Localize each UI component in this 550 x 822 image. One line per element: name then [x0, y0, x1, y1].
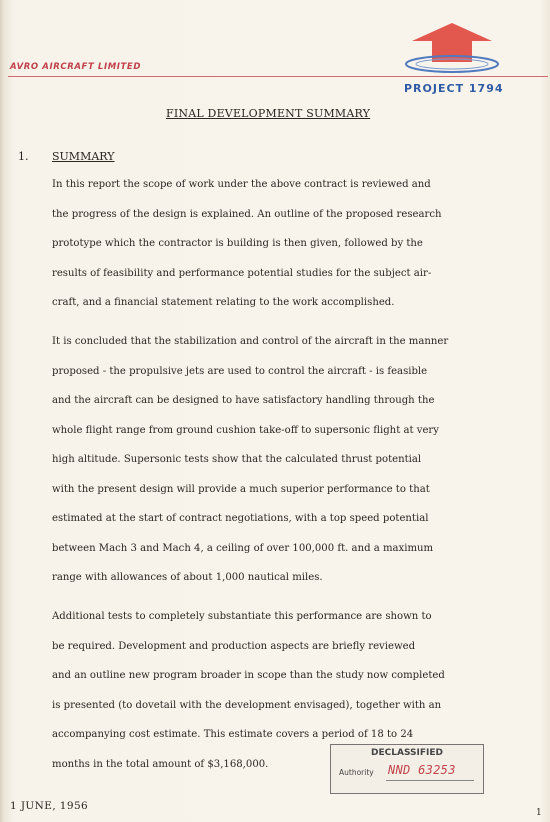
project-label: PROJECT 1794: [404, 82, 504, 95]
text-line: with the present design will provide a much superior performance to that: [52, 483, 430, 495]
page-title: FINAL DEVELOPMENT SUMMARY: [166, 107, 371, 120]
page-number: 1: [536, 808, 542, 818]
text-line: be required. Development and production aspects are briefly reviewed: [52, 640, 416, 652]
document-date: 1 JUNE, 1956: [10, 800, 89, 812]
text-line: months in the total amount of $3,168,000.: [52, 758, 269, 770]
text-line: is presented (to dovetail with the development envisaged), together with an: [52, 699, 442, 711]
stamp-authority-label: Authority: [339, 768, 374, 777]
company-name: AVRO AIRCRAFT LIMITED: [10, 62, 141, 72]
declassified-stamp: [330, 744, 484, 794]
text-line: between Mach 3 and Mach 4, a ceiling of over 100,000 ft. and a maximum: [52, 542, 434, 554]
avro-arrow-logo: [402, 20, 502, 80]
text-line: In this report the scope of work under the above contract is reviewed and: [52, 179, 431, 190]
stamp-signature-line: [386, 780, 474, 781]
section-number: 1.: [18, 150, 29, 163]
stamp-authority-value: NND 63253: [388, 763, 456, 777]
text-line: Additional tests to completely substantiate this performance are shown to: [52, 611, 432, 622]
text-line: It is concluded that the stabilization and control of the aircraft in the manner: [52, 336, 449, 347]
text-line: results of feasibility and performance potential studies for the subject air-: [52, 267, 432, 279]
section-heading: SUMMARY: [52, 150, 115, 163]
text-line: whole flight range from ground cushion take-off to supersonic flight at very: [52, 424, 439, 436]
text-line: and an outline new program broader in scope than the study now completed: [52, 670, 445, 681]
text-line: range with allowances of about 1,000 nautical miles.: [52, 572, 323, 583]
paragraph-2: [52, 337, 540, 603]
text-line: high altitude. Supersonic tests show that the calculated thrust potential: [52, 454, 422, 465]
stamp-heading: DECLASSIFIED: [371, 748, 443, 758]
paragraph-1: [52, 180, 540, 328]
text-line: the progress of the design is explained. An outline of the proposed research: [52, 208, 442, 220]
text-line: prototype which the contractor is building is then given, followed by the: [52, 238, 423, 249]
text-line: and the aircraft can be designed to have satisfactory handling through the: [52, 395, 435, 406]
text-line: estimated at the start of contract negotiations, with a top speed potential: [52, 513, 429, 524]
text-line: accompanying cost estimate. This estimate covers a period of 18 to 24: [52, 729, 414, 740]
text-line: proposed - the propulsive jets are used to control the aircraft - is feasible: [52, 365, 428, 377]
text-line: craft, and a financial statement relating to the work accomplished.: [52, 297, 395, 308]
